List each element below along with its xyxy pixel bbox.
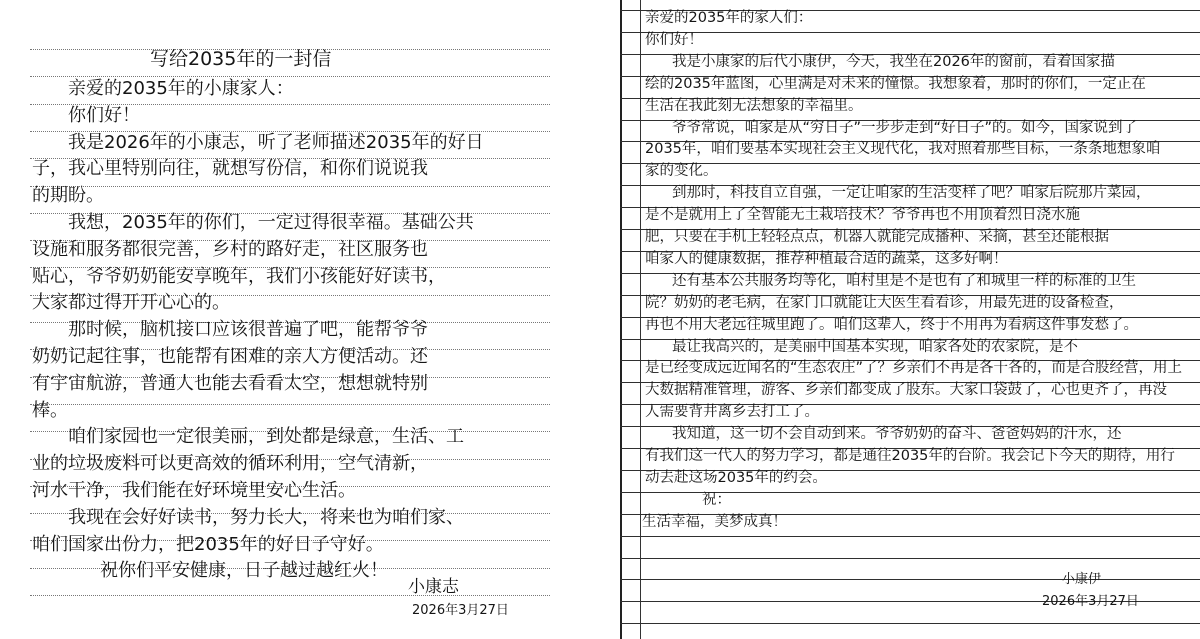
right-letter-line: 大数据精准管理，游客、乡亲们都变成了股东。大家口袋鼓了，心也更齐了，再没 bbox=[645, 382, 1167, 399]
right-letter-signature: 小康伊 bbox=[1062, 572, 1102, 587]
right-ruled-line bbox=[620, 623, 1200, 624]
left-letter-line: 子，我心里特别向往，就想写份信，和你们说说我 bbox=[32, 158, 428, 180]
left-letter-line: 你们好！ bbox=[68, 104, 140, 126]
right-letter-date: 2026年3月27日 bbox=[1042, 594, 1139, 609]
right-letter-line: 我知道，这一切不会自动到来。爷爷奶奶的奋斗、爸爸妈妈的汗水，还 bbox=[672, 426, 1122, 443]
right-letter-line: 有我们这一代人的努力学习，都是通往2035年的台阶。我会记下今天的期待，用行 bbox=[645, 448, 1175, 464]
right-letter-line: 生活幸福，美梦成真！ bbox=[642, 513, 787, 530]
left-letter-line: 咱们家园也一定很美丽，到处都是绿意，生活、工 bbox=[68, 426, 464, 448]
right-letter-line: 院？奶奶的老毛病，在家门口就能让大医生看看诊，用最先进的设备检查， bbox=[645, 294, 1124, 311]
left-letter-line: 河水干净，我们能在好环境里安心生活。 bbox=[32, 480, 356, 501]
left-letter-line: 那时候，脑机接口应该很普遍了吧，能帮爷爷 bbox=[68, 319, 428, 341]
right-letter-line: 绘的2035年蓝图，心里满是对未来的憧憬。我想象着，那时的你们，一定正在 bbox=[645, 75, 1146, 92]
right-letter-line: 爷爷常说，咱家是从“穷日子”一步步走到“好日子”的。如今，国家说到了 bbox=[672, 119, 1138, 136]
left-letter-line: 祝你们平安健康，日子越过越红火！ bbox=[100, 560, 388, 582]
left-letter-line: 咱们国家出份力，把2035年的好日子守好。 bbox=[32, 533, 384, 555]
left-letter-line: 设施和服务都很完善，乡村的路好走，社区服务也 bbox=[32, 238, 428, 260]
right-letter-line: 咱家人的健康数据，推荐种植最合适的蔬菜，这多好啊！ bbox=[645, 250, 1008, 267]
right-letter-line: 是不是就用上了全智能无土栽培技术？爷爷再也不用顶着烈日浇水施 bbox=[645, 207, 1080, 224]
right-letter-line: 最让我高兴的，是美丽中国基本实现，咱家各处的农家院，是不 bbox=[672, 338, 1078, 355]
right-letter-line: 动去赴这场2035年的约会。 bbox=[645, 469, 827, 486]
left-letter-line: 棒。 bbox=[32, 399, 68, 421]
left-ruled-line bbox=[30, 22, 550, 50]
right-ruled-line bbox=[620, 558, 1200, 559]
left-letter-line: 贴心，爷爷奶奶能安享晚年，我们小孩能好好读书， bbox=[32, 265, 446, 287]
right-letter-line: 你们好！ bbox=[645, 31, 703, 48]
right-page-edge bbox=[620, 0, 622, 639]
left-letter-line: 我是2026年的小康志，听了老师描述2035年的好日 bbox=[68, 131, 484, 153]
right-ruled-line bbox=[620, 536, 1200, 537]
right-letter-line: 到那时，科技自立自强，一定让咱家的生活变样了吧？咱家后院那片菜园， bbox=[672, 185, 1151, 202]
left-letter-line: 我现在会好好读书，努力长大，将来也为咱们家、 bbox=[68, 506, 464, 528]
left-letter-date: 2026年3月27日 bbox=[412, 603, 509, 618]
left-letter-line: 业的垃圾废料可以更高效的循环利用，空气清新， bbox=[32, 453, 428, 475]
right-letter-line: 人需要背井离乡去打工了。 bbox=[645, 404, 819, 421]
right-ruled-line bbox=[620, 579, 1200, 580]
right-letter-line: 是已经变成远近闻名的“生态农庄”了？乡亲们不再是各干各的，而是合股经营，用上 bbox=[645, 360, 1183, 377]
right-letter-line: 生活在我此刻无法想象的幸福里。 bbox=[645, 97, 863, 114]
right-letter-line: 家的变化。 bbox=[645, 163, 718, 180]
left-letter-line: 亲爱的2035年的小康家人： bbox=[68, 78, 294, 99]
right-letter-page bbox=[612, 0, 1200, 639]
right-letter-line: 再也不用大老远往城里跑了。咱们这辈人，终于不用再为看病这件事发愁了。 bbox=[645, 316, 1138, 333]
left-letter-line: 奶奶记起往事，也能帮有困难的亲人方便活动。还 bbox=[32, 346, 428, 367]
left-letter-line: 我想，2035年的你们，一定过得很幸福。基础公共 bbox=[68, 212, 474, 233]
right-ruled-line bbox=[620, 32, 1200, 33]
left-ruled-line bbox=[30, 186, 550, 214]
left-letter-line: 的期盼。 bbox=[32, 185, 104, 207]
right-margin-line bbox=[640, 0, 641, 639]
left-letter-signature: 小康志 bbox=[408, 577, 459, 597]
right-letter-line: 肥，只要在手机上轻轻点点，机器人就能完成播种、采摘，甚至还能根据 bbox=[645, 229, 1109, 245]
left-letter-line: 有宇宙航游，普通人也能去看看太空，想想就特别 bbox=[32, 372, 428, 394]
right-letter-line: 我是小康家的后代小康伊，今天，我坐在2026年的窗前，看着国家描 bbox=[672, 53, 1115, 70]
left-letter-page bbox=[0, 0, 575, 639]
left-letter-title: 写给2035年的一封信 bbox=[150, 48, 332, 70]
left-letter-line: 大家都过得开开心心的。 bbox=[32, 292, 230, 314]
right-letter-line: 还有基本公共服务均等化，咱村里是不是也有了和城里一样的标准的卫生 bbox=[672, 272, 1136, 289]
right-letter-line: 祝： bbox=[702, 491, 731, 508]
right-letter-line: 亲爱的2035年的家人们： bbox=[645, 10, 813, 26]
right-letter-line: 2035年，咱们要基本实现社会主义现代化，我对照着那些目标，一条条地想象咱 bbox=[645, 141, 1161, 158]
